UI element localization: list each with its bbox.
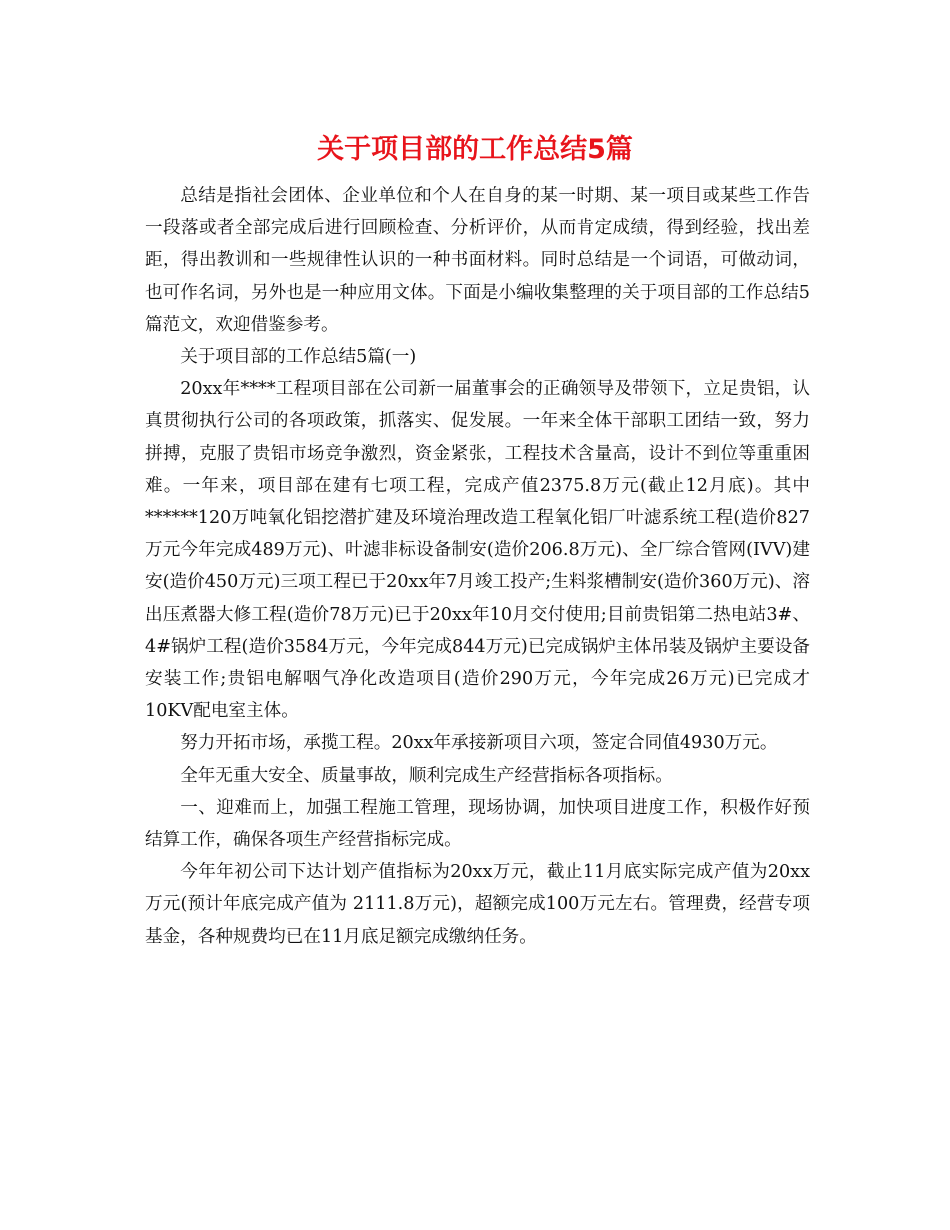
- section-heading: 关于项目部的工作总结5篇(一): [180, 347, 417, 368]
- document-body: [145, 180, 810, 953]
- body-paragraph: 一、迎难而上，加强工程施工管理，现场协调，加快项目进度工作，积极作好预结算工作，确保各项生产经营指标完成。: [145, 797, 810, 851]
- body-paragraph: 20xx年****工程项目部在公司新一届董事会的正确领导及带领下，立足贵铝，认真贯彻执行公司的各项政策，抓落实、促发展。一年来全体干部职工团结一致，努力拼搏，克服了贵铝市场竞争激烈，资金紧张，工程技术含量高，设计不到位等重重困难。一年来，项目部在建有七项工程，完成产值2375.8万元(截止12月底)。其中******120万吨氧化铝挖潜扩建及环境治理改造工程氧化铝厂叶滤系统工程(造价827万元今年完成489万元)、叶滤非标设备制安(造价206.8万元)、全厂综合管网(IVV)建安(造价450万元)三项工程已于20xx年7月竣工投产;生料浆槽制安(造价360万元)、溶出压煮器大修工程(造价78万元)已于20xx年10月交付使用;目前贵铝第二热电站3#、4#锅炉工程(造价3584万元，今年完成844万元)已完成锅炉主体吊装及锅炉主要设备安装工作;贵铝电解咽气净化改造项目(造价290万元，今年完成26万元)已完成才10KV配电室主体。: [145, 379, 810, 722]
- intro-paragraph: 总结是指社会团体、企业单位和个人在自身的某一时期、某一项目或某些工作告一段落或者全部完成后进行回顾检查、分析评价，从而肯定成绩，得到经验，找出差距，得出教训和一些规律性认识的一种书面材料。同时总结是一个词语，可做动词，也可作名词，另外也是一种应用文体。下面是小编收集整理的关于项目部的工作总结5篇范文，欢迎借鉴参考。: [145, 186, 810, 335]
- body-paragraph: 努力开拓市场，承揽工程。20xx年承接新项目六项，签定合同值4930万元。: [180, 733, 778, 754]
- document-title: 关于项目部的工作总结5篇: [317, 134, 633, 165]
- body-paragraph: 今年年初公司下达计划产值指标为20xx万元，截止11月底实际完成产值为20xx万元(预计年底完成产值为 2111.8万元)，超额完成100万元左右。管理费，经营专项基金，各种规费均已在11月底足额完成缴纳任务。: [145, 862, 810, 947]
- body-paragraph: 全年无重大安全、质量事故，顺利完成生产经营指标各项指标。: [180, 765, 673, 786]
